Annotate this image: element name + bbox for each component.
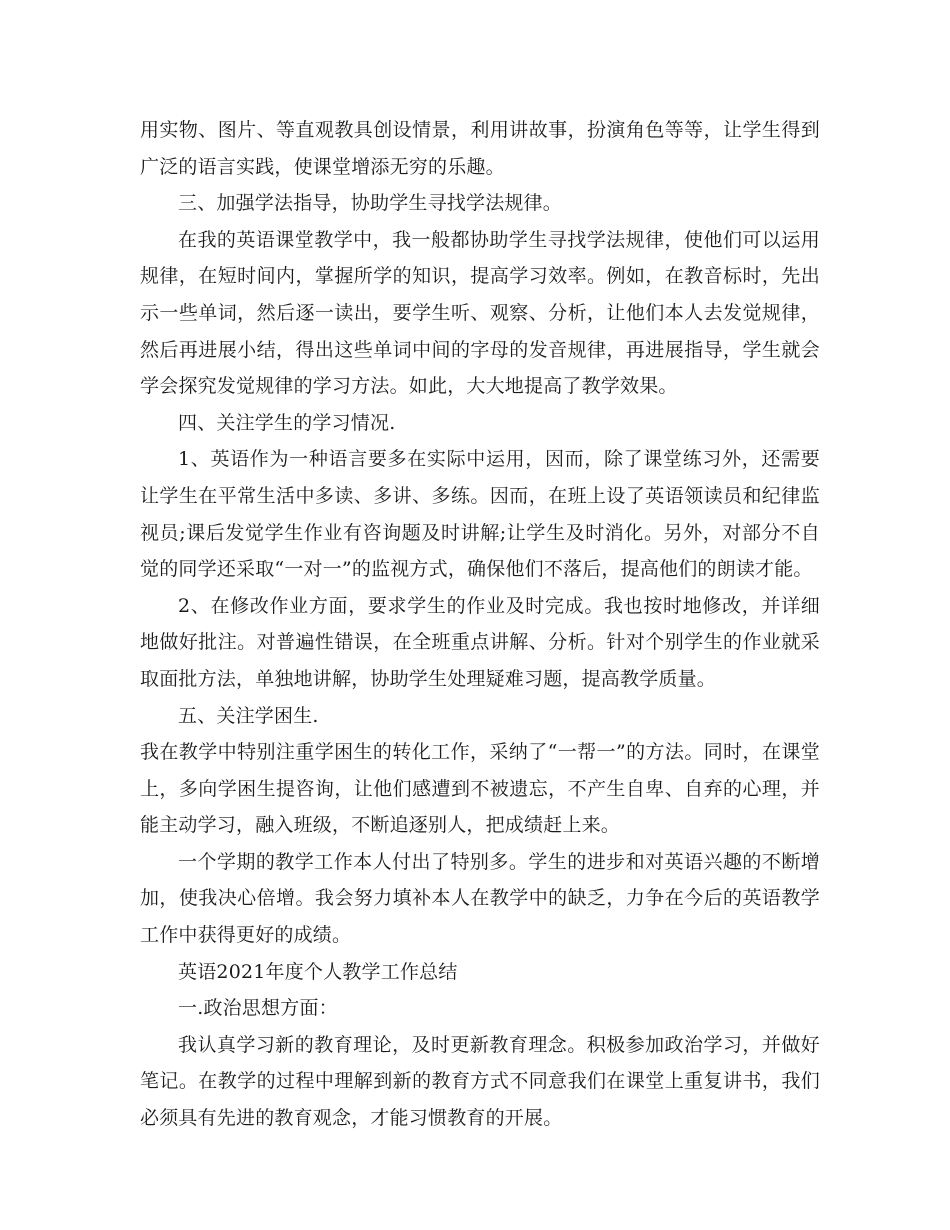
section-heading: 四、关注学生的学习情况. [178, 411, 396, 434]
paragraph: 在我的英语课堂教学中，我一般都协助学生寻找学法规律，使他们可以运用规律，在短时间内，掌握所学的知识，提高学习效率。例如，在教音标时，先出示一些单词，然后逐一读出，要学生听、观察、分析，让他们本人去发觉规律，然后再进展小结，得出这些单词中间的字母的发音规律，再进展指导，学生就会学会探究发觉规律的学习方法。如此，大大地提高了教学效果。 [140, 228, 820, 398]
document-body [140, 112, 820, 1137]
paragraph: 我认真学习新的教育理论，及时更新教育理念。积极参加政治学习，并做好笔记。在教学的过程中理解到新的教育方式不同意我们在课堂上重复讲书，我们必须具有先进的教育观念，才能习惯教育的开展。 [140, 1033, 820, 1130]
section-heading: 一.政治思想方面： [178, 997, 338, 1020]
document-title: 英语2021年度个人教学工作总结 [178, 960, 458, 983]
section-heading: 五、关注学困生. [178, 704, 319, 727]
paragraph: 一个学期的教学工作本人付出了特别多。学生的进步和对英语兴趣的不断增加，使我决心倍增。我会努力填补本人在教学中的缺乏，力争在今后的英语教学工作中获得更好的成绩。 [140, 850, 820, 947]
paragraph: 1、英语作为一种语言要多在实际中运用，因而，除了课堂练习外，还需要让学生在平常生活中多读、多讲、多练。因而，在班上设了英语领读员和纪律监视员;课后发觉学生作业有咨询题及时讲解;让学生及时消化。另外，对部分不自觉的同学还采取“一对一”的监视方式，确保他们不落后，提高他们的朗读才能。 [140, 448, 820, 581]
paragraph: 2、在修改作业方面，要求学生的作业及时完成。我也按时地修改，并详细地做好批注。对普遍性错误，在全班重点讲解、分析。针对个别学生的作业就采取面批方法，单独地讲解，协助学生处理疑难习题，提高教学质量。 [140, 594, 820, 690]
paragraph: 我在教学中特别注重学困生的转化工作，采纳了“一帮一”的方法。同时，在课堂上，多向学困生提咨询，让他们感遭到不被遗忘，不产生自卑、自弃的心理，并能主动学习，融入班级，不断追逐别人，把成绩赶上来。 [140, 741, 820, 837]
section-heading: 三、加强学法指导，协助学生寻找学法规律。 [178, 192, 563, 215]
paragraph: 用实物、图片、等直观教具创设情景，利用讲故事，扮演角色等等，让学生得到广泛的语言实践，使课堂增添无穷的乐趣。 [140, 119, 820, 178]
